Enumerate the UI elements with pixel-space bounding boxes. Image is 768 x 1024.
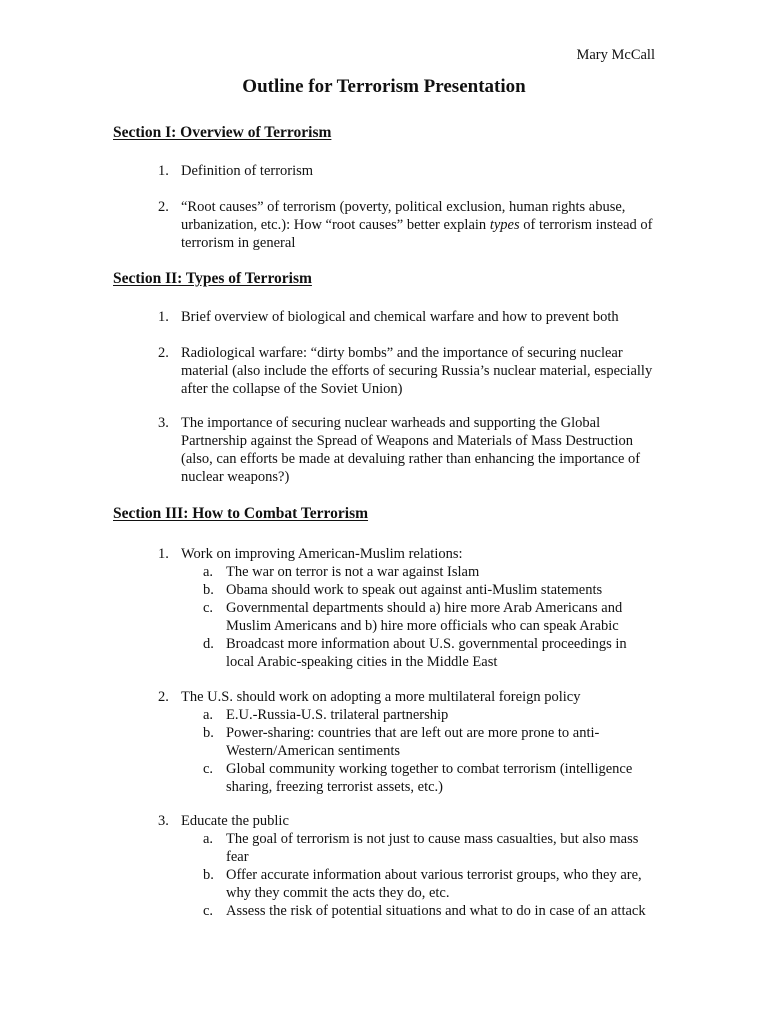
- section-2-item-2: [158, 344, 658, 398]
- section-2-item-1: [158, 308, 658, 326]
- sub-item: [181, 760, 658, 796]
- item-text: Work on improving American-Muslim relations:: [181, 546, 463, 562]
- sub-item-text: Obama should work to speak out against anti-Muslim statements: [226, 582, 603, 598]
- section-3-item-2: [158, 688, 658, 796]
- section-3-item-3: [158, 812, 658, 920]
- item-number: 1.: [158, 546, 169, 562]
- sub-item: [181, 581, 658, 599]
- item-text: The U.S. should work on adopting a more multilateral foreign policy: [181, 689, 581, 705]
- item-number: 1.: [158, 309, 169, 325]
- item-number: 2.: [158, 689, 169, 705]
- sub-item-letter: a.: [203, 707, 214, 723]
- sub-item-letter: b.: [203, 725, 214, 741]
- sub-item-letter: d.: [203, 636, 214, 652]
- sub-item-text: Power-sharing: countries that are left out are more prone to anti-Western/American sentiments: [226, 725, 600, 759]
- sub-item-text: Broadcast more information about U.S. governmental proceedings in local Arabic-speaking cities in the Middle East: [226, 636, 627, 670]
- sub-item-letter: c.: [203, 903, 214, 919]
- sub-item-text: Global community working together to combat terrorism (intelligence sharing, freezing terrorist assets, etc.): [226, 761, 633, 795]
- sub-item-letter: b.: [203, 867, 214, 883]
- sub-item-text: E.U.-Russia-U.S. trilateral partnership: [226, 707, 449, 723]
- item-text: Radiological warfare: “dirty bombs” and the importance of securing nuclear material (also include the efforts of securing Russia’s nuclear material, especially after the collapse of the Soviet Union): [181, 345, 653, 397]
- sub-item-letter: c.: [203, 600, 214, 616]
- sub-item: [181, 830, 658, 866]
- sub-item-letter: a.: [203, 564, 214, 580]
- sub-item-letter: c.: [203, 761, 214, 777]
- sub-item-letter: b.: [203, 582, 214, 598]
- item-text: Brief overview of biological and chemical warfare and how to prevent both: [181, 309, 619, 325]
- item-text: The importance of securing nuclear warheads and supporting the Global Partnership against the Spread of Weapons and Materials of Mass Destruction (also, can efforts be made at devaluing rather than enhancing the importance of nuclear weapons?): [181, 415, 641, 485]
- section-1-heading: Section I: Overview of Terrorism: [113, 124, 332, 141]
- item-number: 2.: [158, 345, 169, 361]
- section-1-item-2: [158, 198, 658, 252]
- item-text-emphasis: types: [489, 217, 520, 233]
- item-text: Definition of terrorism: [181, 163, 314, 179]
- item-text-part: “Root causes” of terrorism (poverty, political exclusion, human rights abuse, urbanization, etc.): How “root causes” better explain: [181, 199, 626, 233]
- item-text: [181, 198, 658, 252]
- item-number: 3.: [158, 813, 169, 829]
- sub-item: [181, 599, 658, 635]
- sub-item: [181, 902, 658, 920]
- sub-item-letter: a.: [203, 831, 214, 847]
- sub-item: [181, 635, 658, 671]
- sub-item: [181, 866, 658, 902]
- sub-item: [181, 706, 658, 724]
- section-2-item-3: [158, 414, 658, 486]
- sub-item-text: Assess the risk of potential situations and what to do in case of an attack: [226, 903, 646, 919]
- sub-item-text: Governmental departments should a) hire more Arab Americans and Muslim Americans and b) hire more officials who can speak Arabic: [226, 600, 623, 634]
- author-name: Mary McCall: [576, 47, 655, 63]
- sub-item-text: The war on terror is not a war against Islam: [226, 564, 480, 580]
- sub-item-text: The goal of terrorism is not just to cause mass casualties, but also mass fear: [226, 831, 639, 865]
- sub-item-text: Offer accurate information about various terrorist groups, who they are, why they commit the acts they do, etc.: [226, 867, 642, 901]
- document-title: Outline for Terrorism Presentation: [242, 76, 526, 97]
- sub-item: [181, 563, 658, 581]
- section-1-item-1: [158, 162, 658, 180]
- section-3-heading: Section III: How to Combat Terrorism: [113, 505, 369, 522]
- sub-item: [181, 724, 658, 760]
- item-number: 1.: [158, 163, 169, 179]
- item-text-part: of terrorism instead of terrorism in general: [181, 217, 653, 251]
- section-2-heading: Section II: Types of Terrorism: [113, 270, 312, 287]
- item-number: 3.: [158, 415, 169, 431]
- section-3-item-1: [158, 545, 658, 671]
- item-number: 2.: [158, 199, 169, 215]
- item-text: Educate the public: [181, 813, 289, 829]
